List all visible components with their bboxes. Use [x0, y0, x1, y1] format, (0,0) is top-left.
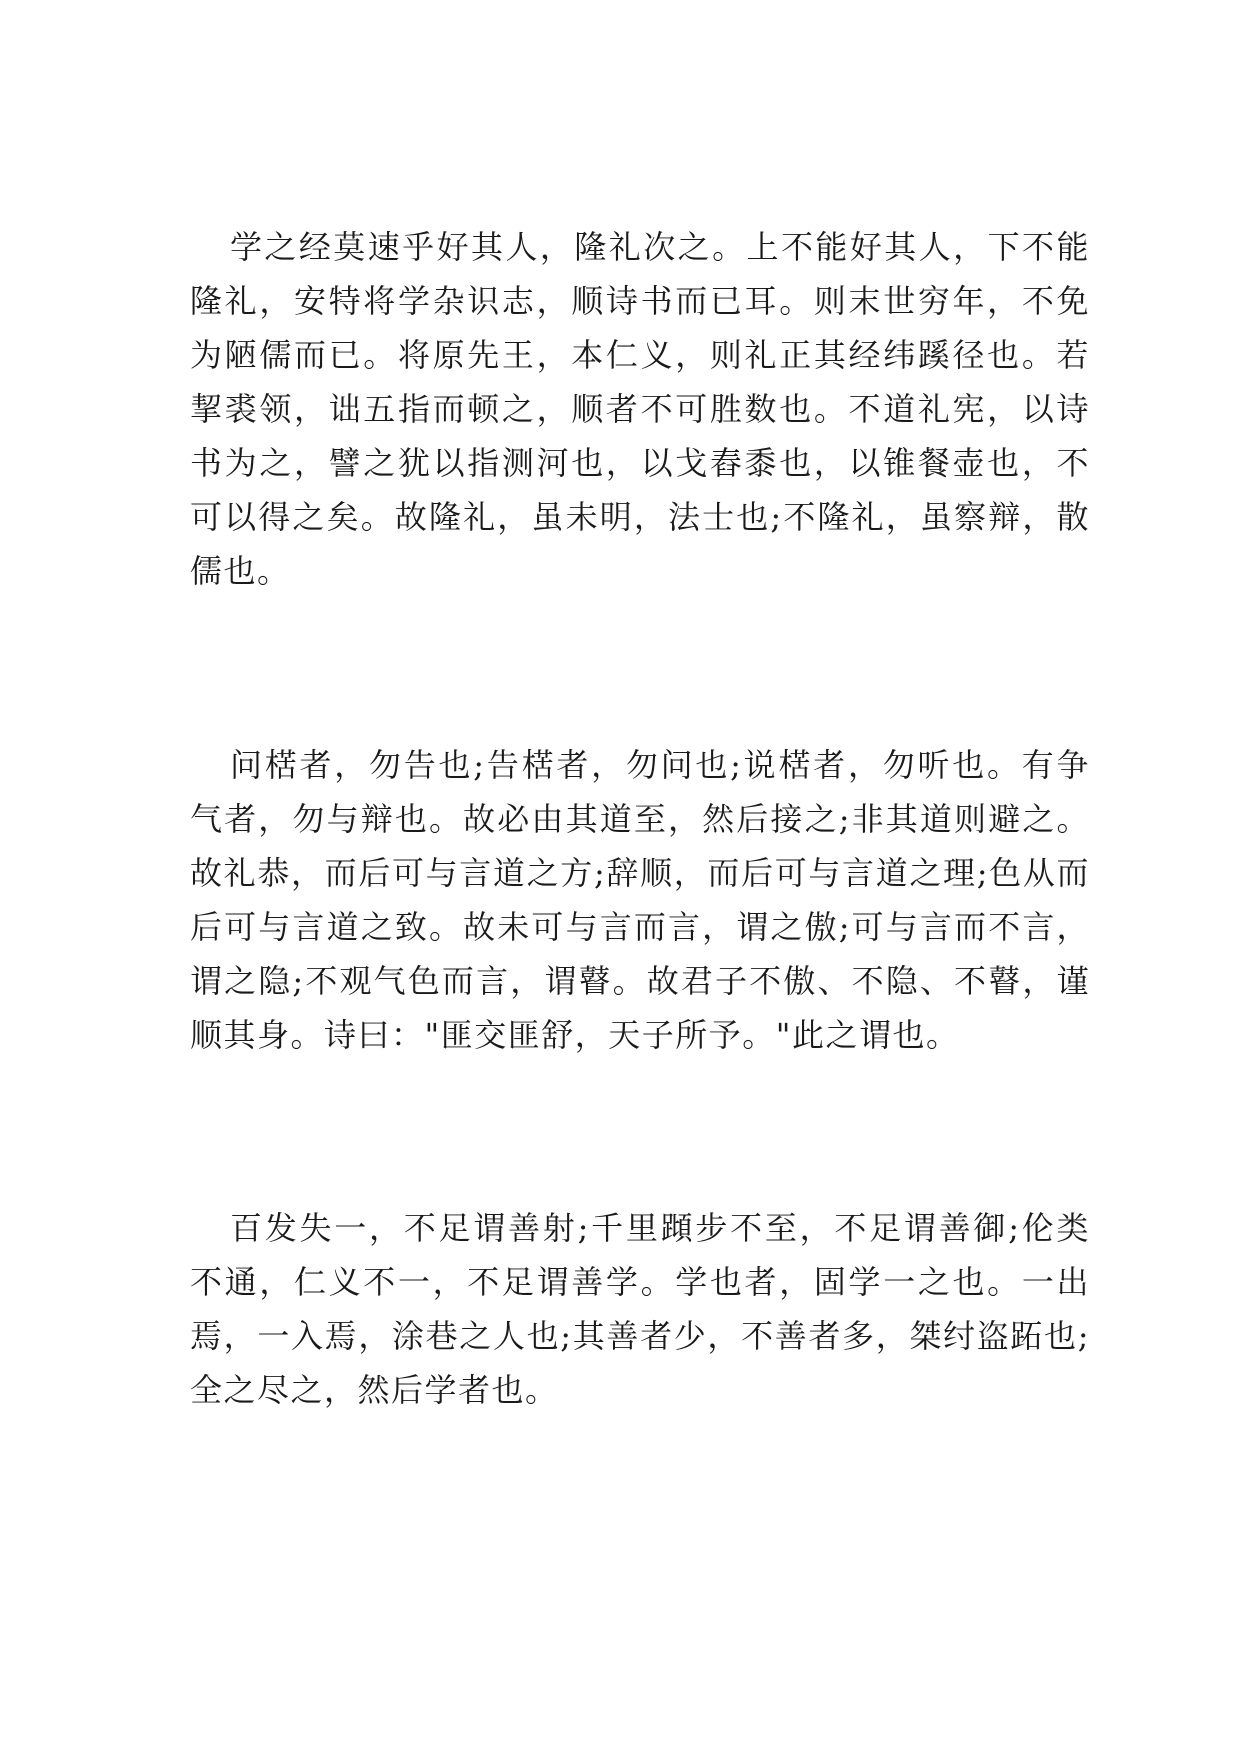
paragraph-1: 学之经莫速乎好其人，隆礼次之。上不能好其人，下不能隆礼，安特将学杂识志，顺诗书而已耳。则末世穷年，不免为陋儒而已。将原先王，本仁义，则礼正其经纬蹊径也。若挈裘领，诎五指而顿之，顺者不可胜数也。不道礼宪，以诗书为之，譬之犹以指测河也，以戈舂黍也，以锥餐壶也，不可以得之矣。故隆礼，虽未明，法士也;不隆礼，虽察辩，散儒也。	[190, 228, 1090, 590]
paragraph-2: 问楛者，勿告也;告楛者，勿问也;说楛者，勿听也。有争气者，勿与辩也。故必由其道至，然后接之;非其道则避之。故礼恭，而后可与言道之方;辞顺，而后可与言道之理;色从而后可与言道之致。故未可与言而言，谓之傲;可与言而不言，谓之隐;不观气色而言，谓瞽。故君子不傲、不隐、不瞽，谨顺其身。诗曰："匪交匪舒，天子所予。"此之谓也。	[190, 746, 1090, 1054]
paragraph-3: 百发失一，不足谓善射;千里蹞步不至，不足谓善御;伦类不通，仁义不一，不足谓善学。学也者，固学一之也。一出焉，一入焉，涂巷之人也;其善者少，不善者多，桀纣盗跖也;全之尽之，然后学者也。	[190, 1209, 1090, 1409]
